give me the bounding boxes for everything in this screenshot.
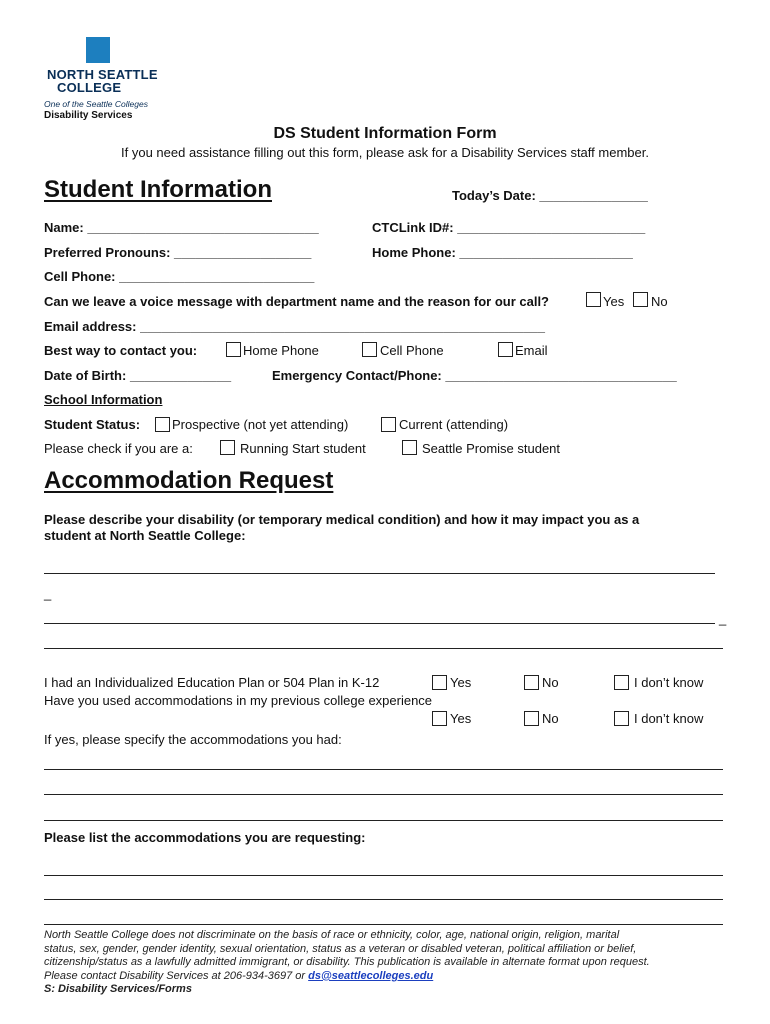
specify-answer-line-1[interactable] [44,769,723,770]
form-instructions: If you need assistance filling out this form, please ask for a Disability Services staff member. [121,145,649,160]
current-label: Current (attending) [399,417,509,432]
iep-dont-know-checkbox[interactable] [614,675,629,690]
logo-line-1: NORTH SEATTLE [47,67,158,82]
requesting-answer-line-3[interactable] [44,924,723,925]
footer-file-path: S: Disability Services/Forms [44,983,192,996]
disability-services-email-link[interactable]: ds@seattlecolleges.edu [308,969,434,982]
college-logo-name [47,68,158,94]
contact-home-label: Home Phone [243,343,319,358]
iep-no-checkbox[interactable] [524,675,539,690]
student-status-label: Student Status: [44,417,141,432]
iep-yes-checkbox[interactable] [432,675,447,690]
specify-answer-line-2[interactable] [44,794,723,795]
iep-dont-know-label: I don’t know [634,675,704,690]
stray-dash-2: _ [719,611,727,626]
name-field[interactable]: Name: ________________________________ [44,220,319,235]
logo-line-2: COLLEGE [57,80,122,95]
requesting-answer-line-2[interactable] [44,899,723,900]
date-of-birth-field[interactable]: Date of Birth: ______________ [44,368,232,383]
prev-yes-label: Yes [450,711,472,726]
student-info-heading: Student Information [44,176,272,203]
describe-line-2: student at North Seattle College: [44,528,246,543]
school-info-heading: School Information [44,392,163,407]
logo-tagline: One of the Seattle Colleges [44,99,148,109]
nondiscrimination-footer [44,929,654,997]
prev-dont-know-checkbox[interactable] [614,711,629,726]
home-phone-field[interactable]: Home Phone: ________________________ [372,245,633,260]
running-start-checkbox[interactable] [220,440,235,455]
iep-yes-label: Yes [450,675,472,690]
contact-email-checkbox[interactable] [498,342,513,357]
prospective-checkbox[interactable] [155,417,170,432]
todays-date-field[interactable]: Today’s Date: _______________ [452,188,648,203]
college-logo-icon [86,37,110,63]
describe-answer-line-1[interactable] [44,573,715,574]
form-title: DS Student Information Form [273,125,497,142]
ctclink-id-field[interactable]: CTCLink ID#: __________________________ [372,220,646,235]
emergency-contact-field[interactable]: Emergency Contact/Phone: ________________________________ [272,368,677,383]
specify-accommodations-label: If yes, please specify the accommodations you had: [44,732,342,747]
contact-email-label: Email [515,343,548,358]
prev-dont-know-label: I don’t know [634,711,704,726]
contact-home-checkbox[interactable] [226,342,241,357]
previous-accommodation-question: Have you used accommodations in my previous college experience [44,693,433,708]
email-field[interactable]: Email address: ________________________________________________________ [44,319,545,334]
contact-cell-label: Cell Phone [380,343,444,358]
student-type-label: Please check if you are a: [44,441,193,456]
specify-answer-line-3[interactable] [44,820,723,821]
describe-line-1: Please describe your disability (or temporary medical condition) and how it may impact you as a [44,512,640,527]
seattle-promise-label: Seattle Promise student [422,441,561,456]
describe-answer-line-2[interactable] [44,623,715,624]
iep-question: I had an Individualized Education Plan or 504 Plan in K-12 [44,675,380,690]
running-start-label: Running Start student [240,441,366,456]
prev-no-checkbox[interactable] [524,711,539,726]
prev-no-label: No [542,711,559,726]
describe-answer-line-3[interactable] [44,648,723,649]
accommodation-heading: Accommodation Request [44,467,334,494]
current-checkbox[interactable] [381,417,396,432]
voice-no-checkbox[interactable] [633,292,648,307]
department-name: Disability Services [44,110,133,121]
requesting-answer-line-1[interactable] [44,875,723,876]
stray-dash-1: _ [44,586,52,601]
best-contact-label: Best way to contact you: [44,343,198,358]
prev-yes-checkbox[interactable] [432,711,447,726]
cell-phone-field[interactable]: Cell Phone: ___________________________ [44,269,315,284]
voice-no-label: No [651,294,668,309]
voice-message-question: Can we leave a voice message with department name and the reason for our call? [44,294,550,309]
pronouns-field[interactable]: Preferred Pronouns: ___________________ [44,245,312,260]
seattle-promise-checkbox[interactable] [402,440,417,455]
voice-yes-label: Yes [603,294,625,309]
iep-no-label: No [542,675,559,690]
requesting-label: Please list the accommodations you are requesting: [44,830,366,845]
footer-text: North Seattle College does not discriminate on the basis of race or ethnicity, color, age, national origin, religion, marital status, sex, gender, gender identity, sexual orientation, status as a veteran or disabled veteran, political affiliation or belief, citizenship/status as a lawfully admitted immigrant, or disability. This publication is available in alternate format upon request. Please contact Disability Services at 206-934-3697 or [44,929,650,982]
contact-cell-checkbox[interactable] [362,342,377,357]
prospective-label: Prospective (not yet attending) [172,417,349,432]
voice-yes-checkbox[interactable] [586,292,601,307]
